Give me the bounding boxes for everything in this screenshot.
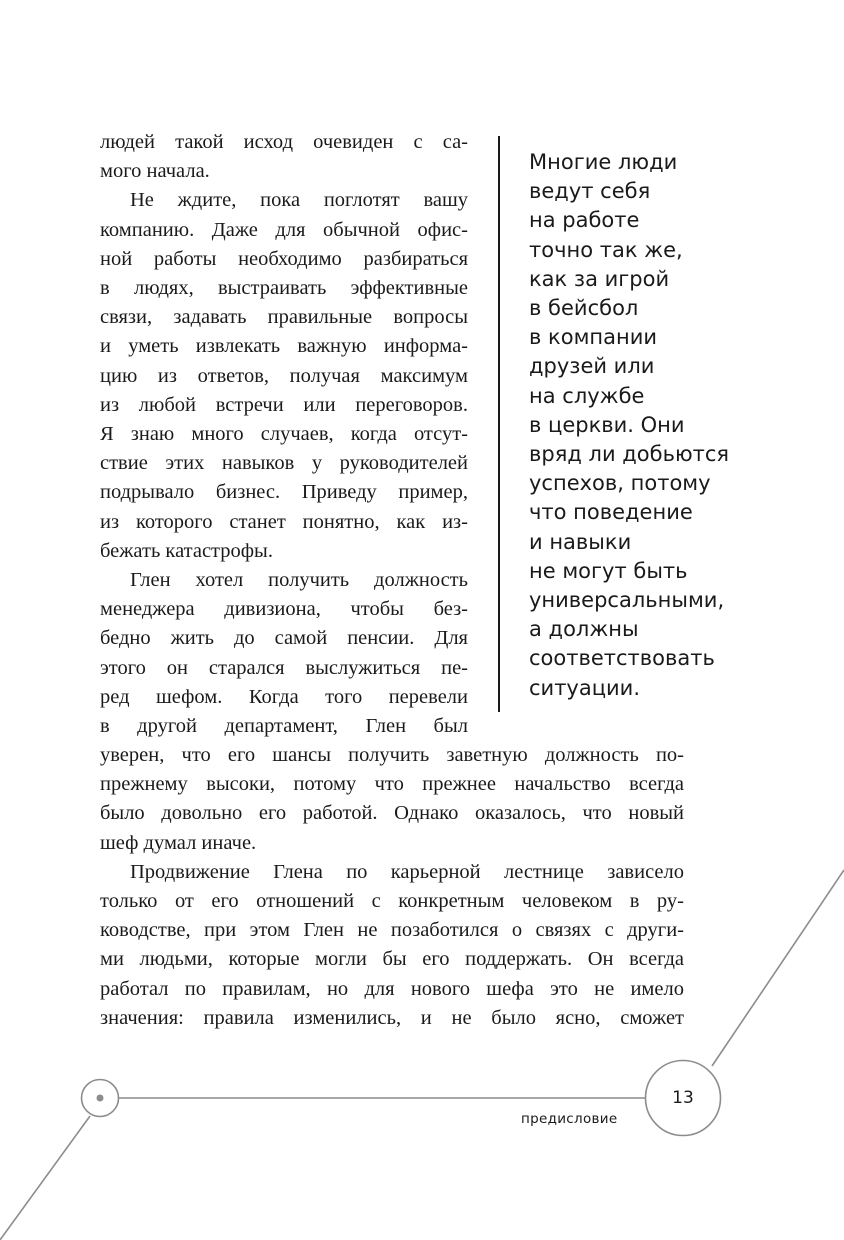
pull-quote-line: на службе (529, 383, 645, 408)
text-line: ми людьми, которые могли бы его поддержать. Он всегда (100, 948, 684, 971)
text-line: только от его отношений с конкретным человеком в ру- (100, 890, 684, 913)
text-line: бедно жить до самой пенсии. Для (100, 627, 468, 650)
text-line: связи, задавать правильные вопросы (100, 306, 468, 329)
text-line: прежнему высоки, потому что прежнее начальство всегда (100, 773, 684, 796)
pull-quote-line: друзей или (529, 354, 655, 379)
pull-quote-line: ведут себя (529, 179, 651, 204)
text-line: менеджера дивизиона, чтобы без- (100, 598, 468, 621)
page-number: 13 (672, 1088, 694, 1108)
pull-quote-divider (498, 136, 500, 712)
pull-quote-line: вряд ли добьются (529, 442, 730, 467)
pull-quote-line: универсальными, (529, 588, 725, 613)
pull-quote-line: как за игрой (529, 266, 670, 291)
text-line: ной работы необходимо разбираться (100, 247, 468, 270)
text-line: ред шефом. Когда того перевели (100, 685, 468, 708)
footer-left-dot (97, 1095, 104, 1102)
pull-quote-line: ситуации. (529, 675, 640, 700)
pull-quote (529, 148, 759, 703)
text-line: и уметь извлекать важную информа- (100, 335, 468, 358)
pull-quote-line: в церкви. Они (529, 412, 685, 437)
pull-quote-line: а должны (529, 617, 639, 642)
text-line: Глен хотел получить должность (130, 569, 468, 592)
text-line: значения: правила изменились, и не было ясно, сможет (100, 1006, 684, 1029)
text-line: Я знаю много случаев, когда отсут- (100, 423, 468, 446)
text-line: в другой департамент, Глен был (100, 715, 468, 738)
text-line: ководстве, при этом Глен не позаботился о связях с други- (100, 919, 684, 942)
pull-quote-line: соответствовать (529, 646, 715, 671)
pull-quote-line: в бейсбол (529, 296, 639, 321)
diagonal-line-right (712, 870, 844, 1066)
main-text-wide-column (100, 741, 684, 1033)
text-line: компанию. Даже для обычной офис- (100, 218, 468, 241)
text-line: этого он старался выслужиться пе- (100, 656, 468, 679)
text-line: цию из ответов, получая максимум (100, 364, 468, 387)
text-line: из которого станет понятно, как из- (100, 510, 468, 533)
text-line: подрывало бизнес. Приведу пример, (100, 481, 468, 504)
text-line: людей такой исход очевиден с са- (100, 131, 468, 153)
pull-quote-line: что поведение (529, 500, 693, 525)
text-line: из любой встречи или переговоров. (100, 393, 468, 416)
section-label: предисловие (521, 1111, 618, 1127)
text-line: уверен, что его шансы получить заветную должность по- (100, 744, 684, 766)
text-line: в людях, выстраивать эффективные (100, 277, 468, 300)
pull-quote-line: и навыки (529, 529, 632, 554)
text-line: Не ждите, пока поглотят вашу (130, 189, 468, 212)
text-line: мого начала. (100, 160, 210, 183)
pull-quote-line: на работе (529, 208, 640, 233)
pull-quote-line: точно так же, (529, 237, 683, 262)
text-line: Продвижение Глена по карьерной лестнице зависело (130, 860, 684, 883)
diagonal-line-left (0, 1116, 90, 1240)
text-line: шеф думал иначе. (100, 831, 257, 854)
pull-quote-line: Многие люди (529, 150, 678, 174)
text-line: было довольно его работой. Однако оказалось, что новый (100, 802, 684, 825)
pull-quote-line: успехов, потому (529, 471, 711, 496)
text-line: ствие этих навыков у руководителей (100, 452, 468, 475)
main-text-narrow-column (100, 128, 468, 741)
text-line: работал по правилам, но для нового шефа это не имело (100, 977, 684, 1000)
text-line: бежать катастрофы. (100, 539, 273, 562)
pull-quote-line: в компании (529, 325, 658, 350)
pull-quote-line: не могут быть (529, 558, 688, 583)
